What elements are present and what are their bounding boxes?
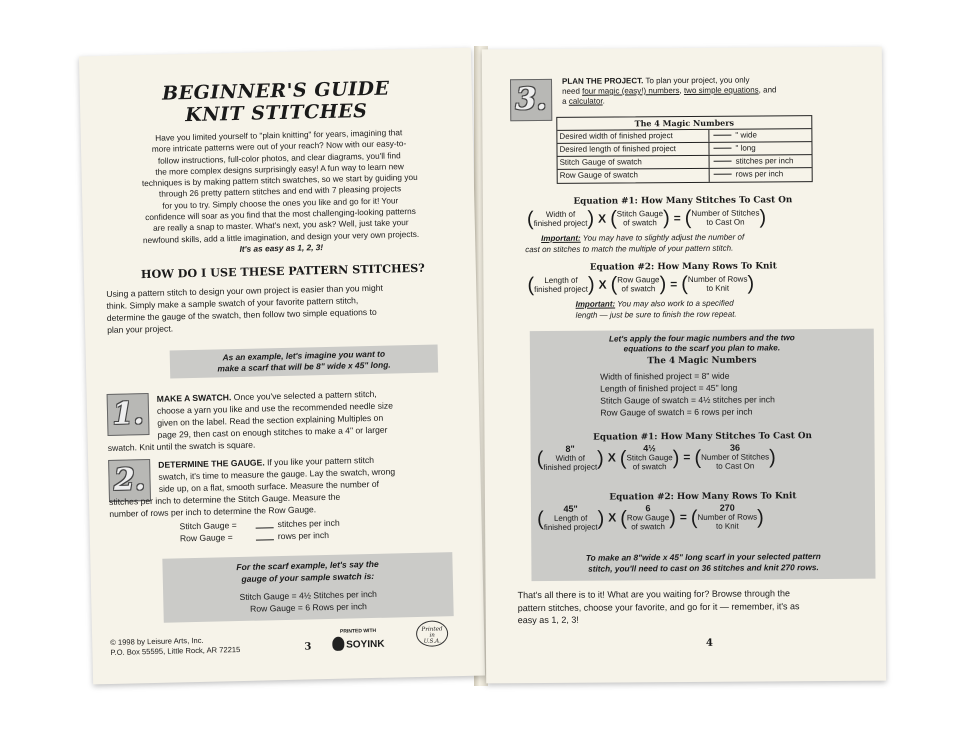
important-label: Important:	[541, 233, 581, 243]
paren-icon: )	[757, 505, 764, 528]
plan-text: a	[562, 96, 569, 106]
seal-line: in	[429, 632, 435, 639]
equals-sign: =	[670, 276, 678, 291]
table-row	[558, 168, 812, 183]
printed-in-usa-seal	[416, 620, 449, 647]
term-line: of swatch	[621, 284, 656, 294]
term-line: to Knit	[706, 283, 730, 293]
gauge-label: Row Gauge =	[179, 532, 233, 544]
paren-icon: )	[587, 207, 595, 230]
equals-sign: =	[683, 449, 691, 465]
table-unit: stitches per inch	[735, 156, 794, 166]
table-cell: Row Gauge of swatch	[558, 169, 710, 183]
term-line: of swatch	[623, 218, 657, 228]
term-line: finished project	[543, 462, 598, 472]
intro-line: the more complex designs surprisingly easy! A fun way to learn new	[155, 161, 404, 177]
term-line: to Cast On	[706, 217, 745, 227]
intro-line: for you to try. Simply choose the ones you like and go for it! Your	[162, 195, 399, 211]
page-number: 3	[304, 641, 312, 653]
term-value: 36	[729, 442, 741, 453]
term-value: 8"	[565, 443, 575, 454]
blank-line	[714, 174, 732, 175]
page-title	[80, 76, 473, 129]
step-2-line: number of rows per inch to determine the Row Gauge.	[109, 504, 317, 519]
calc-equation-1	[537, 443, 776, 472]
term-line: Number of Stitches	[691, 208, 760, 218]
paren-icon: )	[769, 445, 776, 468]
seal-line: Printed	[421, 626, 443, 633]
paren-icon: )	[662, 207, 670, 230]
step-2-line: stitches per inch to determine the Stitch Gauge. Measure the	[108, 491, 341, 507]
address: P.O. Box 55595, Little Rock, AR 72215	[110, 645, 241, 657]
term-line: to Knit	[715, 521, 739, 531]
title-line-2: KNIT STITCHES	[184, 100, 368, 127]
step-2-line: side up, on a flat, smooth surface. Measure the number of	[158, 478, 380, 494]
intro-line: follow instructions, full-color photos, and clear diagrams, you'll find	[157, 149, 401, 166]
page-number: 4	[705, 637, 713, 649]
how-line: determine the gauge of the swatch, then follow two simple equations to	[106, 306, 377, 323]
table-title: The 4 Magic Numbers	[557, 116, 811, 131]
equals-sign: =	[679, 509, 687, 525]
paren-icon: )	[747, 272, 755, 295]
term-line: finished project	[533, 218, 588, 229]
example-line-1: As an example, let's imagine you want to	[222, 348, 386, 363]
paren-icon: (	[619, 446, 627, 469]
table-cell	[710, 168, 784, 182]
term-line: Length of	[553, 513, 588, 523]
how-line: plan your project.	[107, 323, 174, 335]
eq-term-cast-on	[691, 208, 759, 226]
table-cell: Desired length of finished project	[557, 143, 709, 156]
term-line: Number of Stitches	[701, 452, 770, 462]
multiply-sign: X	[598, 277, 607, 292]
intro-line: through 26 pretty pattern stitches and end with 7 pleasing projects	[158, 183, 402, 200]
equation-1	[527, 207, 766, 229]
term-line: Number of Rows	[687, 274, 748, 284]
plan-underlined: four magic (easy!) numbers	[582, 86, 680, 96]
calc-term-width	[543, 445, 597, 472]
paren-icon: (	[694, 446, 702, 469]
eq-term-rows	[688, 275, 748, 293]
important-text: cast on stitches to match the multiple of your pattern stitch.	[525, 243, 734, 255]
term-line: Row Gauge	[626, 513, 670, 523]
term-line: Stitch Gauge	[616, 209, 664, 219]
calc-equation-2	[537, 503, 764, 532]
term-value: 270	[719, 502, 735, 513]
intro-line: are really a snap to master. What's next, you ask? Well, just take your	[152, 217, 409, 234]
term-line: Row Gauge	[617, 275, 660, 285]
right-page	[482, 47, 886, 684]
plan-text: .	[602, 96, 605, 106]
paren-icon: (	[536, 447, 544, 470]
how-line: think. Simply make a sample swatch of your favorite pattern stitch,	[106, 295, 359, 311]
gauge-blanks	[179, 517, 340, 545]
term-line: Stitch Gauge	[626, 453, 673, 463]
intro-line: techniques is by making pattern stitch swatches, so we start by guiding you	[141, 172, 418, 189]
blank-line	[713, 135, 731, 136]
table-cell	[709, 142, 755, 154]
equation-2-title: Equation #2: How Many Rows To Knit	[589, 261, 777, 273]
step-1-line: swatch. Knit until the swatch is square.	[107, 439, 256, 453]
paren-icon: )	[672, 446, 680, 469]
paren-icon: )	[597, 447, 604, 470]
scarf-question-line: gauge of your sample swatch is:	[241, 570, 375, 584]
calc-intro-line: Let's apply the four magic numbers and the two	[608, 333, 795, 344]
gauge-label: Stitch Gauge =	[179, 520, 237, 532]
term-value: 6	[645, 503, 651, 514]
step-1-line: given on the label. Read the section explaining Multiples on	[157, 412, 384, 428]
calc-intro	[530, 333, 874, 355]
term-value: 4½	[643, 443, 656, 454]
paren-icon: (	[684, 206, 692, 229]
soy-logo-text: SOYINK	[346, 638, 385, 651]
intro-line: more intricate patterns were out of your reach? Now with our easy-to-	[151, 138, 407, 155]
calc-list-item: Width of finished project = 8" wide	[600, 370, 730, 382]
eq-term-width	[534, 210, 588, 228]
example-callout	[170, 344, 439, 378]
closing-paragraph	[518, 587, 870, 627]
how-paragraph	[106, 280, 459, 336]
calc-list-item: Length of finished project = 45" long	[600, 382, 738, 394]
intro-line: newfound skills, add a little imagination, and design your very own projects.	[142, 228, 420, 245]
seal-line: U.S.A.	[423, 638, 441, 645]
term-line: Number of Rows	[697, 512, 758, 522]
closing-line: easy as 1, 2, 3!	[517, 614, 579, 626]
plan-text: ,	[679, 85, 684, 96]
calc-list-item: Stitch Gauge of swatch = 4½ stitches per inch	[600, 394, 775, 406]
calc-term-cast-on	[701, 443, 769, 470]
table-unit: " long	[735, 143, 756, 153]
equation-2	[527, 274, 754, 296]
calc-term-stitch-gauge	[626, 444, 672, 471]
closing-line: That's all there is to it! What are you waiting for? Browse through the	[517, 588, 790, 601]
plan-underlined: two simple equations	[683, 85, 759, 95]
gauge-unit: rows per inch	[277, 529, 330, 542]
publisher-footer	[110, 635, 240, 658]
calc-magic-list	[600, 369, 775, 418]
soybean-icon	[332, 636, 344, 650]
blank-line	[255, 518, 273, 528]
plan-paragraph	[562, 75, 870, 107]
eq-term-row-gauge	[617, 275, 659, 293]
calc-equation-2-title: Equation #2: How Many Rows To Knit	[609, 491, 797, 503]
paren-icon: )	[587, 273, 595, 296]
paren-icon: )	[669, 506, 676, 529]
calc-subtitle: The 4 Magic Numbers	[647, 355, 757, 367]
plan-text: need	[562, 86, 583, 96]
intro-tagline: It's as easy as 1, 2, 3!	[239, 242, 324, 254]
paren-icon: (	[610, 207, 617, 230]
paren-icon: (	[536, 507, 544, 530]
soy-ink-logo	[328, 628, 389, 655]
intro-line: confidence will soar as you find that the most challenging-looking patterns	[145, 206, 416, 223]
scarf-row-gauge: Row Gauge = 6 Rows per inch	[249, 601, 367, 614]
calc-result-line: To make an 8"wide x 45" long scarf in your selected pattern	[585, 551, 821, 563]
calc-intro-line: equations to the scarf you plan to make.	[623, 343, 781, 354]
calc-term-length	[544, 505, 598, 532]
paren-icon: (	[610, 273, 618, 296]
term-line: Width of	[555, 453, 585, 463]
term-line: Length of	[544, 275, 578, 285]
multiply-sign: X	[598, 211, 607, 226]
scarf-calculation-box	[530, 329, 876, 581]
left-page	[79, 48, 485, 685]
intro-line: Have you limited yourself to "plain knitting" for years, imagining that	[155, 127, 403, 143]
term-line: Width of	[545, 209, 576, 219]
step-1-line: page 29, then cast on enough stitches to make a 4" or larger	[157, 424, 388, 440]
paren-icon: (	[526, 208, 534, 231]
calc-list-item: Row Gauge of swatch = 6 rows per inch	[600, 406, 753, 418]
step-1-heading: MAKE A SWATCH.	[156, 392, 232, 404]
plan-text: To plan your project, you only	[643, 75, 750, 86]
step-1-line: Once you've selected a pattern stitch,	[231, 388, 377, 403]
paren-icon: )	[659, 273, 667, 296]
term-line: finished project	[543, 522, 598, 532]
step-1-line: choose a yarn you like and use the recommended needle size	[156, 400, 394, 416]
gauge-unit: stitches per inch	[277, 517, 340, 530]
multiply-sign: X	[607, 450, 616, 465]
copyright: © 1998 by Leisure Arts, Inc.	[110, 635, 204, 647]
table-unit: " wide	[735, 130, 757, 140]
blank-line	[713, 148, 731, 149]
term-line: finished project	[534, 284, 588, 295]
term-line: of swatch	[631, 522, 666, 532]
calc-result	[535, 551, 871, 575]
plan-text: , and	[758, 85, 777, 95]
step-3-number-icon: 3.	[510, 79, 552, 121]
scarf-gauge-callout	[162, 552, 453, 623]
paren-icon: )	[597, 507, 605, 530]
important-note-2	[576, 297, 872, 321]
important-text: length — just be sure to finish the row repeat.	[575, 309, 737, 320]
eq-term-stitch-gauge	[617, 209, 663, 227]
step-2-line: swatch, it's time to measure the gauge. Lay the swatch, wrong	[158, 466, 396, 482]
term-line: to Cast On	[716, 461, 755, 471]
step-2-heading: DETERMINE THE GAUGE.	[158, 457, 265, 470]
important-text: You may have to slightly adjust the number of	[580, 232, 745, 243]
section-heading: HOW DO I USE THESE PATTERN STITCHES?	[140, 260, 425, 282]
scarf-stitch-gauge: Stitch Gauge = 4½ Stitches per inch	[239, 588, 377, 603]
how-line: Using a pattern stitch to design your own project is easier than you might	[106, 282, 383, 299]
table-cell	[710, 155, 794, 168]
magic-numbers-table	[556, 115, 812, 184]
step-2-line: If you like your pattern stitch	[264, 454, 375, 468]
paren-icon: (	[620, 506, 627, 529]
table-unit: rows per inch	[735, 169, 784, 179]
soy-logo-small-text: PRINTED WITH	[339, 627, 377, 635]
closing-line: pattern stitches, choose your favorite, and go for it — remember, it's as	[517, 600, 800, 613]
multiply-sign: X	[608, 510, 617, 525]
table-cell	[709, 129, 757, 141]
blank-line	[256, 530, 274, 540]
eq-term-length	[534, 276, 588, 294]
equals-sign: =	[673, 210, 681, 225]
intro-paragraph	[103, 126, 458, 258]
plan-heading: PLAN THE PROJECT.	[561, 76, 644, 86]
important-text: You may also work to a specified	[615, 298, 734, 309]
table-cell: Stitch Gauge of swatch	[558, 156, 710, 169]
term-value: 45"	[563, 503, 578, 514]
paren-icon: (	[690, 506, 698, 529]
title-line-1: BEGINNER'S GUIDE	[161, 77, 390, 105]
plan-underlined: calculator	[568, 96, 603, 106]
paren-icon: )	[759, 206, 767, 229]
calc-equation-1-title: Equation #1: How Many Stitches To Cast On	[593, 431, 812, 443]
calc-term-rows	[697, 503, 757, 530]
important-note-1	[525, 231, 871, 255]
calc-result-line: stitch, you'll need to cast on 36 stitches and knit 270 rows.	[588, 562, 819, 574]
scarf-question-line: For the scarf example, let's say the	[236, 558, 379, 573]
step-1-number-icon: 1.	[107, 393, 150, 436]
step-2-number-icon: 2.	[108, 459, 151, 502]
paren-icon: (	[681, 272, 688, 296]
table-cell: Desired width of finished project	[557, 130, 709, 143]
blank-line	[714, 161, 732, 162]
calc-term-row-gauge	[627, 504, 669, 531]
term-line: of swatch	[632, 462, 667, 472]
example-line-2: make a scarf that will be 8" wide x 45" long.	[217, 359, 391, 374]
paren-icon: (	[527, 274, 535, 297]
important-label: Important:	[575, 299, 616, 309]
equation-1-title: Equation #1: How Many Stitches To Cast On	[573, 195, 793, 207]
